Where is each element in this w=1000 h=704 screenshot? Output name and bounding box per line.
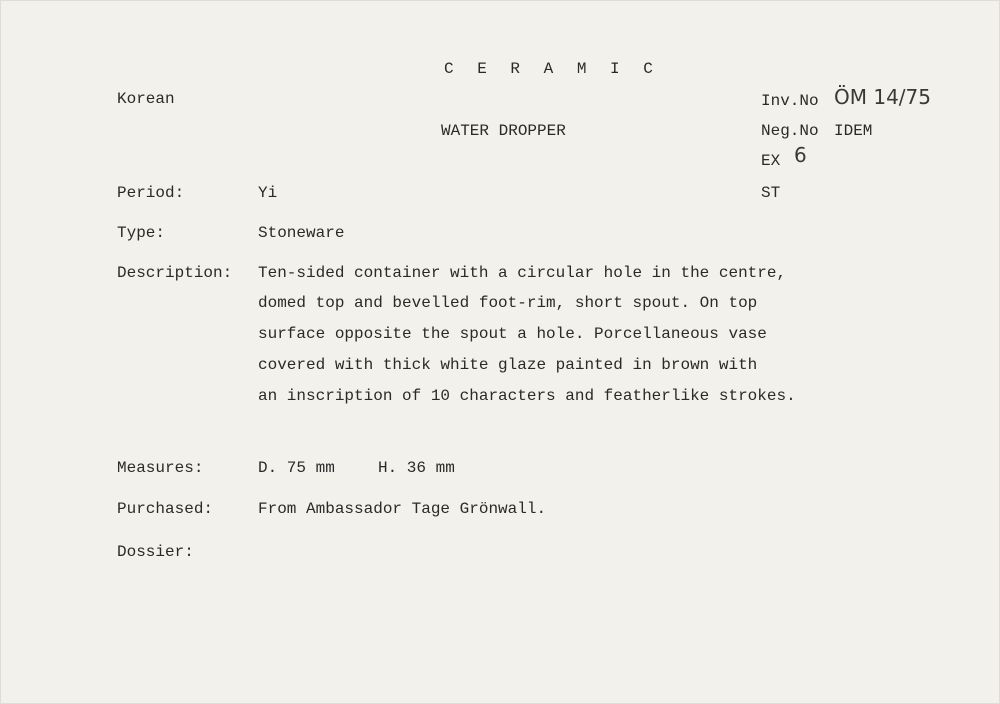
dossier-label: Dossier: [117, 543, 194, 561]
inv-no-label: Inv.No [761, 92, 819, 110]
category-heading: C E R A M I C [444, 60, 660, 78]
description-line: Ten-sided container with a circular hole in the centre, [258, 264, 787, 282]
object-name: WATER DROPPER [441, 122, 566, 140]
measures-label: Measures: [117, 459, 204, 477]
ex-label: EX [761, 152, 781, 170]
measures-diameter: D. 75 mm [258, 459, 335, 477]
origin-text: Korean [117, 90, 175, 108]
inv-no-value: ÖM 14/75 [834, 85, 931, 109]
type-value: Stoneware [258, 224, 345, 242]
description-label: Description: [117, 264, 233, 282]
period-value: Yi [258, 184, 278, 202]
purchased-label: Purchased: [117, 500, 214, 518]
description-line: surface opposite the spout a hole. Porcellaneous vase [258, 325, 767, 343]
description-line: covered with thick white glaze painted in brown with [258, 356, 758, 374]
type-label: Type: [117, 224, 166, 242]
neg-no-label: Neg.No [761, 122, 819, 140]
st-label: ST [761, 184, 781, 202]
ex-value: 6 [794, 143, 807, 167]
purchased-value: From Ambassador Tage Grönwall. [258, 500, 547, 518]
description-line: an inscription of 10 characters and featherlike strokes. [258, 387, 796, 405]
period-label: Period: [117, 184, 185, 202]
neg-no-value: IDEM [834, 122, 873, 140]
description-line: domed top and bevelled foot-rim, short spout. On top [258, 294, 758, 312]
measures-height: H. 36 mm [378, 459, 455, 477]
